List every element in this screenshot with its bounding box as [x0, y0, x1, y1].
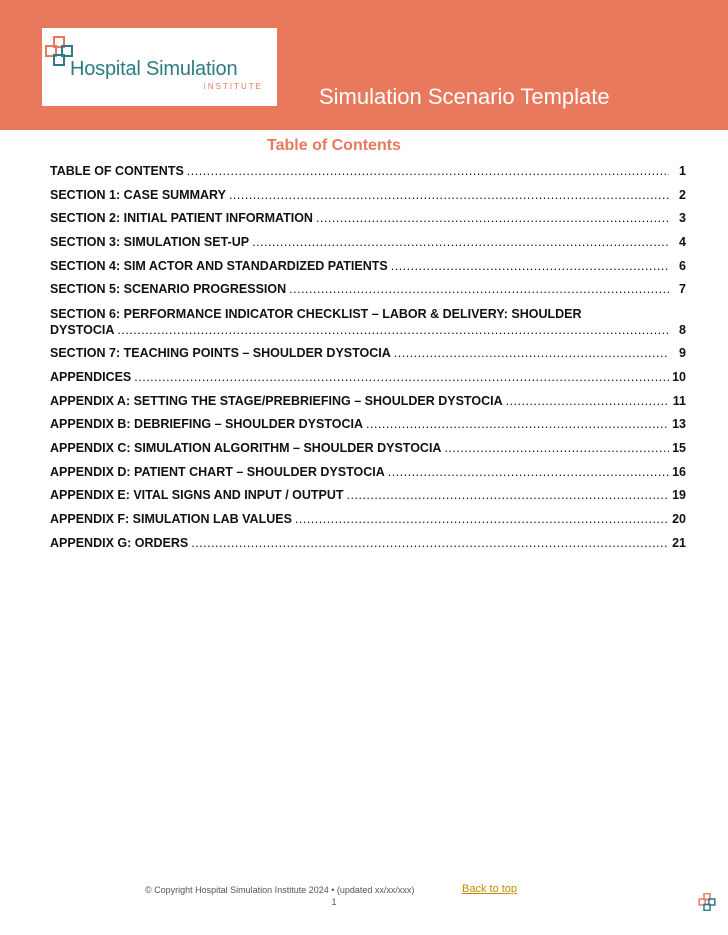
toc-leader	[187, 160, 669, 184]
toc-entry-label-continued: DYSTOCIA	[50, 323, 115, 338]
toc-leader	[191, 532, 669, 556]
toc-entry-label: SECTION 7: TEACHING POINTS – SHOULDER DYSTOCIA	[50, 346, 391, 361]
toc-entry[interactable]	[50, 390, 686, 414]
toc-leader	[388, 461, 669, 485]
toc-entry-label: SECTION 6: PERFORMANCE INDICATOR CHECKLIST – LABOR & DELIVERY: SHOULDER	[50, 307, 582, 322]
toc-entry-page: 8	[679, 323, 686, 338]
table-of-contents	[50, 160, 686, 555]
toc-entry-page: 7	[679, 282, 686, 297]
toc-entry[interactable]	[50, 366, 686, 390]
toc-entry-label: APPENDIX E: VITAL SIGNS AND INPUT / OUTPUT	[50, 488, 344, 503]
toc-leader	[366, 413, 669, 437]
logo-cross-icon	[45, 36, 73, 66]
toc-entry-label: APPENDIX F: SIMULATION LAB VALUES	[50, 511, 292, 526]
toc-entry[interactable]	[50, 255, 686, 279]
toc-entry-page: 20	[672, 511, 686, 526]
toc-leader	[506, 390, 669, 414]
toc-entry-page: 3	[679, 211, 686, 226]
toc-entry[interactable]	[50, 437, 686, 461]
toc-entry-label: APPENDIX G: ORDERS	[50, 535, 189, 550]
toc-entry-page: 21	[672, 535, 686, 550]
toc-entry-page: 19	[672, 488, 686, 503]
toc-entry-page: 1	[679, 164, 686, 178]
toc-entry-label: APPENDIX C: SIMULATION ALGORITHM – SHOULDER DYSTOCIA	[50, 440, 442, 455]
footer-page-number: 1	[331, 897, 337, 907]
toc-entry[interactable]	[50, 207, 686, 231]
toc-entry-page: 11	[672, 393, 686, 408]
toc-entry-page: 16	[672, 464, 686, 479]
toc-entry-label: SECTION 1: CASE SUMMARY	[50, 187, 226, 202]
toc-entry[interactable]	[50, 342, 686, 366]
toc-heading: Table of Contents	[267, 137, 401, 154]
toc-leader	[229, 184, 669, 208]
toc-entry[interactable]	[50, 302, 686, 342]
toc-entry[interactable]	[50, 160, 686, 184]
toc-leader	[134, 366, 669, 390]
toc-entry-page: 6	[679, 258, 686, 273]
toc-entry[interactable]	[50, 184, 686, 208]
toc-entry[interactable]	[50, 278, 686, 302]
toc-entry-page: 2	[679, 187, 686, 202]
toc-entry-label: SECTION 2: INITIAL PATIENT INFORMATION	[50, 211, 313, 226]
toc-entry[interactable]	[50, 532, 686, 556]
toc-entry[interactable]	[50, 413, 686, 437]
toc-entry[interactable]	[50, 231, 686, 255]
toc-leader	[347, 484, 669, 508]
toc-entry-label: SECTION 3: SIMULATION SET-UP	[50, 235, 250, 250]
footer-logo-cross-icon	[698, 893, 716, 911]
toc-entry-label: APPENDIX B: DEBRIEFING – SHOULDER DYSTOCIA	[50, 417, 364, 432]
logo-subtitle: INSTITUTE	[203, 82, 263, 91]
toc-entry-label: APPENDIX D: PATIENT CHART – SHOULDER DYSTOCIA	[50, 464, 385, 479]
back-to-top-link[interactable]: Back to top	[462, 883, 518, 895]
toc-entry-page: 4	[679, 235, 686, 250]
toc-entry-page: 15	[672, 440, 686, 455]
toc-entry-label: SECTION 4: SIM ACTOR AND STANDARDIZED PATIENTS	[50, 258, 388, 273]
toc-leader	[444, 437, 669, 461]
logo	[42, 28, 277, 106]
toc-entry[interactable]	[50, 461, 686, 485]
logo-name: Hospital Simulation	[70, 58, 238, 80]
toc-leader	[252, 231, 669, 255]
toc-entry-label: TABLE OF CONTENTS	[50, 164, 184, 178]
header-banner	[0, 0, 728, 130]
toc-leader	[289, 278, 669, 302]
page-title: Simulation Scenario Template	[319, 84, 610, 109]
toc-leader	[394, 342, 669, 366]
toc-entry-label: APPENDIX A: SETTING THE STAGE/PREBRIEFING – SHOULDER DYSTOCIA	[50, 393, 503, 408]
toc-entry[interactable]	[50, 508, 686, 532]
toc-entry-label: APPENDICES	[50, 369, 132, 384]
toc-leader	[117, 322, 669, 338]
toc-leader	[391, 255, 669, 279]
toc-entry-label: SECTION 5: SCENARIO PROGRESSION	[50, 282, 287, 297]
footer-copyright: © Copyright Hospital Simulation Institute 2024 • (updated xx/xx/xxx)	[145, 885, 415, 895]
toc-leader	[295, 508, 669, 532]
toc-entry[interactable]	[50, 484, 686, 508]
toc-entry-page: 10	[672, 369, 686, 384]
toc-leader	[316, 207, 669, 231]
toc-entry-page: 9	[679, 346, 686, 361]
toc-entry-page: 13	[672, 417, 686, 432]
